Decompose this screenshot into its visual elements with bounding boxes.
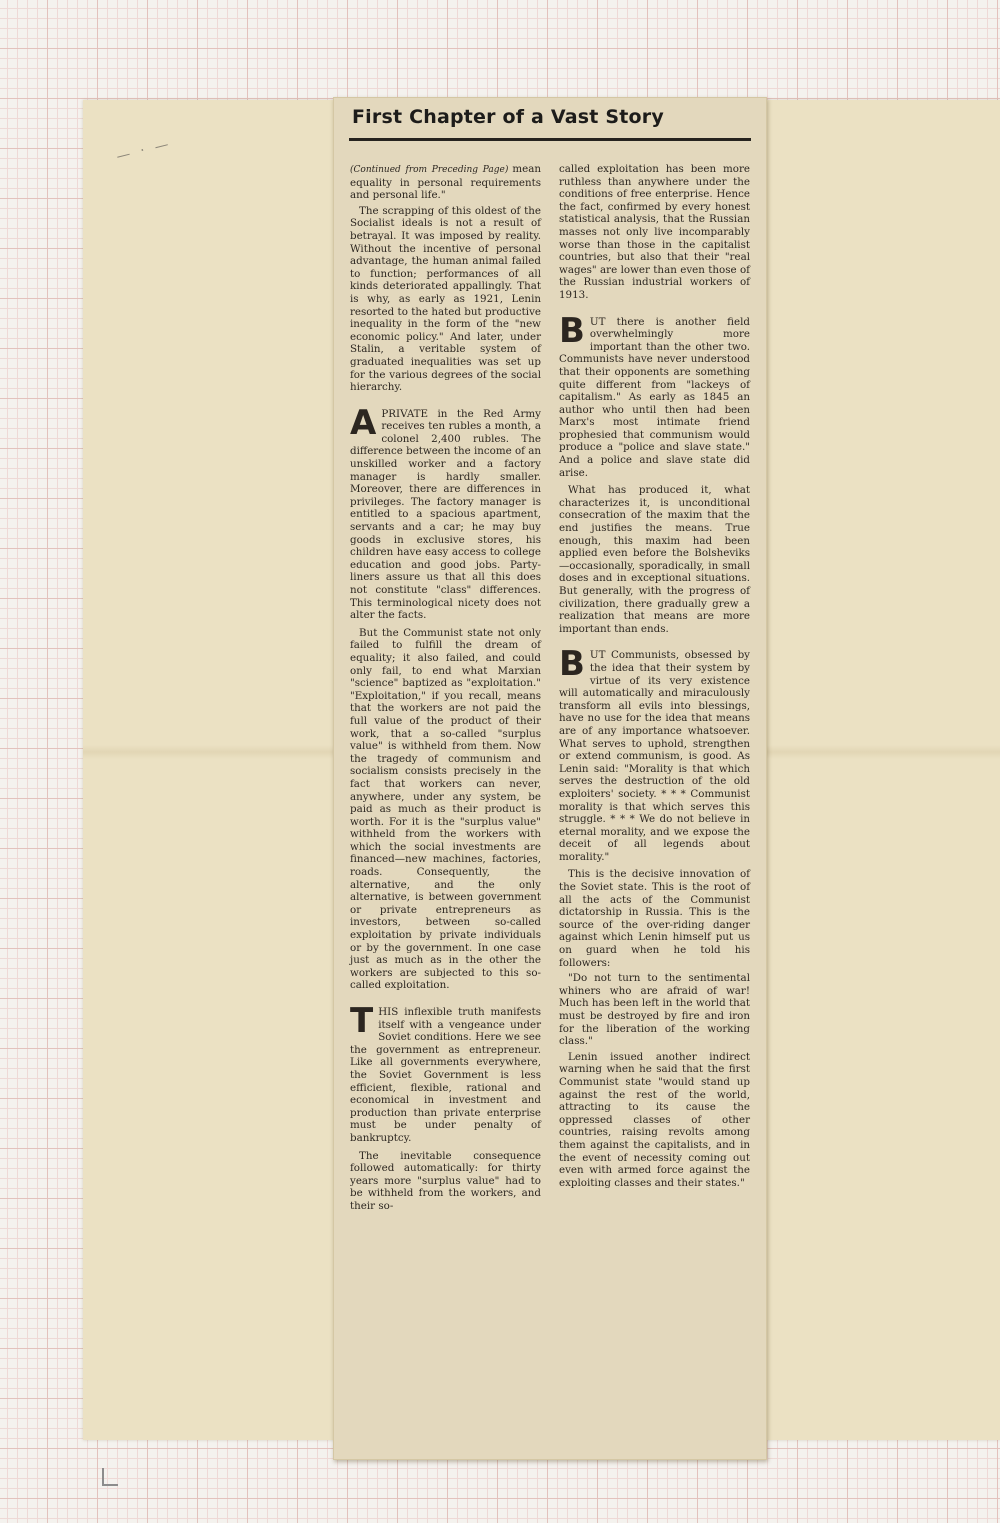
headline: First Chapter of a Vast Story <box>352 106 664 128</box>
drop-cap: B <box>559 310 585 351</box>
paragraph: called exploitation has been more ruthless than anywhere under the conditions of free enterprise. Hence the fact, confirmed by every honest statistical analysis, that the Russian masses not only live incomparably worse than those in the capitalist countries, but also that their "real wages" are lower than even those of the Russian industrial workers of 1913. <box>559 163 750 301</box>
paragraph-dropcap <box>559 310 750 480</box>
paragraph: What has produced it, what characterizes it, is unconditional consecration of the maxim that the end justifies the means. True enough, this maxim had been applied even before the Bolsheviks—occasionally, sporadically, in small doses and in exceptional situations. But generally, with the progress of civilization, there gradually grew a realization that means are more important than ends. <box>559 484 750 635</box>
paragraph-dropcap <box>350 402 542 622</box>
column-left <box>350 163 541 1216</box>
paragraph-text: HIS inflexible truth manifests itself with a vengeance under Soviet conditions. Here we see the government as entrepreneur. Like all governments everywhere, the Soviet Government is less efficient, flexible, rational and economical in investment and production than private enterprise must be under penalty of bankruptcy. <box>350 1006 541 1144</box>
continued-note: (Continued from Preceding Page) <box>350 165 509 175</box>
column-right <box>559 163 750 1192</box>
paragraph: Lenin issued another indirect warning when he said that the first Communist state "would stand up against the rest of the world, attracting to its cause the oppressed classes of other countries, raising revolts among them against the capitalists, and in the event of necessity coming out even with armed force against the exploiting classes and their states." <box>559 1050 750 1189</box>
paragraph: This is the decisive innovation of the Soviet state. This is the root of all the acts of the Communist dictatorship in Russia. This is the source of the over-riding danger against which Lenin himself put us on guard when he told his followers: <box>559 868 750 969</box>
paragraph: The scrapping of this oldest of the Socialist ideals is not a result of betrayal. It was imposed by reality. Without the incentive of personal advantage, the human animal failed to function; performances of all kinds deteriorated appallingly. That is why, as early as 1921, Lenin resorted to the hated but productive inequality in the form of the "new economic policy." And later, under Stalin, a veritable system of graduated inequalities was set up for the various degrees of the social hierarchy. <box>350 204 541 394</box>
paragraph <box>350 163 541 202</box>
paragraph: The inevitable consequence followed automatically: for thirty years more "surplus value" had to be withheld from the workers, and their so- <box>350 1149 541 1212</box>
paragraph-dropcap <box>559 644 750 863</box>
newspaper-clipping <box>333 97 767 1460</box>
drop-cap: B <box>559 644 585 685</box>
paragraph-text: PRIVATE in the Red Army receives ten rubles a month, a colonel 2,400 rubles. The difference between the income of an unskilled worker and a factory manager is hardly smaller. Moreover, there are differences in privileges. The factory manager is entitled to a spacious apartment, servants and a car; he may buy goods in exclusive stores, his children have easy access to college education and good jobs. Party-liners assure us that all this does not constitute "class" differences. This terminological nicety does not alter the facts. <box>350 407 542 622</box>
paragraph: "Do not turn to the sentimental whiners who are afraid of war! Much has been left in the world that must be destroyed by fire and iron for the liberation of the working class." <box>559 972 750 1048</box>
drop-cap: A <box>350 402 377 443</box>
pencil-mark: — · — <box>114 135 174 166</box>
paragraph-dropcap <box>350 1001 541 1145</box>
corner-mark <box>102 1468 118 1486</box>
drop-cap: T <box>350 1001 374 1041</box>
headline-rule <box>349 138 751 141</box>
paragraph-text: UT there is another field overwhelmingly more important than the other two. Communists have never understood that their opponents are something quite different from "lackeys of capitalism." As early as 1845 an author who until then had been Marx's most intimate friend prophesied that communism would produce a "police and slave state." And a police and slave state did arise. <box>559 315 750 479</box>
paragraph-text: mean equality in personal requirements and personal life." <box>350 163 541 202</box>
paragraph-text: UT Communists, obsessed by the idea that their system by virtue of its very existence will automatically and miraculously transform all evils into blessings, have no use for the idea that means are of any importance whatsoever. What serves to uphold, strengthen or extend communism, is good. As Lenin said: "Morality is that which serves the destruction of the old exploiters' society. * * * Communist morality is that which serves this struggle. * * * We do not believe in eternal morality, and we expose the deceit of all legends about morality." <box>559 649 750 863</box>
paragraph: But the Communist state not only failed to fulfill the dream of equality; it also failed, and could only fail, to end what Marxian "science" baptized as "exploitation." "Exploitation," if you recall, means that the workers are not paid the full value of the product of their work, that a so-called "surplus value" is withheld from them. Now the tragedy of communism and socialism consists precisely in the fact that workers can never, anywhere, under any system, be paid as much as their product is worth. For it is the "surplus value" withheld from the workers with which the social investments are financed—new machines, factories, roads. Consequently, the alternative, and the only alternative, is between government or private entrepreneurs as investors, between so-called exploitation by private individuals or by the government. In one case just as much as in the other the workers are subjected to this so-called exploitation. <box>350 626 541 992</box>
